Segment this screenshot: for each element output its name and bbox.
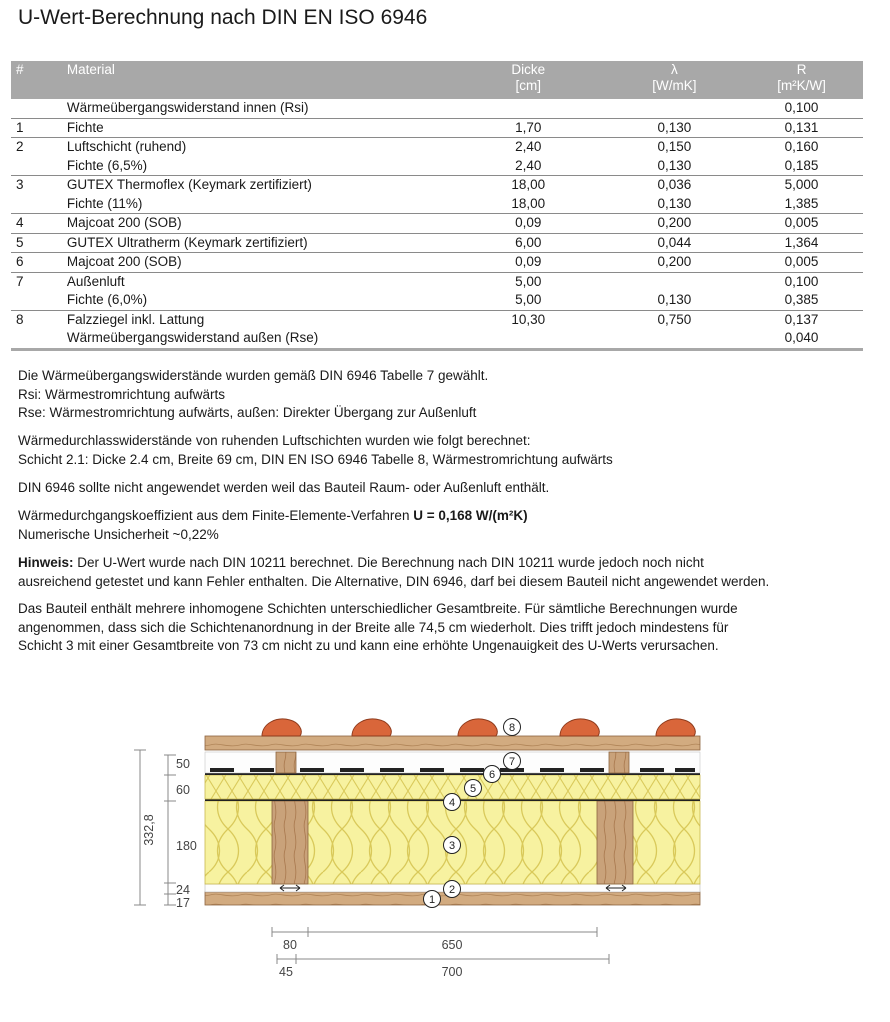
row-r: 0,385 xyxy=(784,292,819,307)
row-num xyxy=(11,329,62,349)
row-r: 1,364 xyxy=(740,233,863,253)
row-dicke: 18,00 xyxy=(448,176,609,195)
row-lambda: 0,130 xyxy=(609,118,740,138)
table-row xyxy=(11,329,863,349)
note-air-layer-2: Schicht 2.1: Dicke 2.4 cm, Breite 69 cm, DIN EN ISO 6946 Tabelle 8, Wärmestromrichtung aufwärts xyxy=(18,451,613,467)
row-material: Fichte (6,5%) xyxy=(66,157,148,173)
note-din-warning: DIN 6946 sollte nicht angewendet werden weil das Bauteil Raum- oder Außenluft enthält. xyxy=(18,480,550,495)
callout-number-7: 7 xyxy=(508,756,516,768)
header-r: R [m²K/W] xyxy=(740,61,863,99)
row-lambda xyxy=(609,329,740,349)
counter-batten-right xyxy=(609,752,629,773)
total-height-label: 332,8 xyxy=(142,814,156,846)
dim-label-24: 24 xyxy=(176,883,190,897)
table-row xyxy=(11,99,863,118)
row-num: 6 xyxy=(11,253,62,273)
row-num: 8 xyxy=(11,310,62,329)
row-lambda: 0,044 xyxy=(609,233,740,253)
dim-label-50: 50 xyxy=(176,757,190,771)
dimension-bottom xyxy=(272,927,609,979)
row-lambda: 0,130 xyxy=(657,157,692,173)
row-num: 2 xyxy=(11,138,62,157)
dimension-left xyxy=(134,750,197,910)
row-num xyxy=(11,291,62,310)
u-value: U = 0,168 W/(m²K) xyxy=(413,508,528,523)
rafter-left xyxy=(272,801,308,884)
callout-number-2: 2 xyxy=(448,884,456,896)
header-num: # xyxy=(11,61,62,99)
row-num xyxy=(11,99,62,118)
dim-label-17: 17 xyxy=(176,896,190,910)
row-dicke: 1,70 xyxy=(448,118,609,138)
row-r: 0,185 xyxy=(784,157,819,173)
dim-bottom-700: 700 xyxy=(441,965,463,979)
row-num xyxy=(11,157,62,176)
table-row xyxy=(11,272,863,291)
row-num: 4 xyxy=(11,214,62,234)
row-dicke xyxy=(448,99,609,118)
row-dicke: 6,00 xyxy=(448,233,609,253)
row-r: 0,040 xyxy=(740,329,863,349)
dim-label-180: 180 xyxy=(176,839,197,853)
row-r: 0,100 xyxy=(740,272,863,291)
table-row xyxy=(11,118,863,138)
row-lambda: 0,150 xyxy=(609,138,740,157)
row-material: Majcoat 200 (SOB) xyxy=(62,253,448,273)
u-value-table xyxy=(11,61,863,351)
dim-bottom-650: 650 xyxy=(441,938,463,952)
table-body xyxy=(11,99,863,349)
note-hint-2: ausreichend getestet und kann Fehler enthalten. Die Alternative, DIN 6946, darf bei diesem Bauteil nicht angewendet werden. xyxy=(18,573,770,589)
dim-bottom-80: 80 xyxy=(283,938,297,952)
table-header-row xyxy=(11,61,863,99)
table-row xyxy=(11,195,863,214)
callout-number-5: 5 xyxy=(469,783,477,795)
row-material: Falzziegel inkl. Lattung xyxy=(62,310,448,329)
row-r: 0,005 xyxy=(740,214,863,234)
row-material: GUTEX Ultratherm (Keymark zertifiziert) xyxy=(62,233,448,253)
row-lambda xyxy=(609,99,740,118)
note-inhomogeneous-1: Das Bauteil enthält mehrere inhomogene Schichten unterschiedlicher Gesamtbreite. Für sämtliche Berechnungen wurde xyxy=(18,601,738,616)
note-uncertainty: Numerische Unsicherheit ~0,22% xyxy=(18,526,219,542)
row-lambda: 0,200 xyxy=(609,214,740,234)
row-dicke: 5,00 xyxy=(448,272,609,291)
note-inhomogeneous-3: Schicht 3 mit einer Gesamtbreite von 73 cm nicht zu und kann eine erhöhte Ungenauigkeit des U-Werts verursachen. xyxy=(18,638,719,653)
table-row xyxy=(11,138,863,157)
callout-number-4: 4 xyxy=(448,797,456,809)
row-r: 0,005 xyxy=(740,253,863,273)
row-r: 0,100 xyxy=(784,100,819,115)
callout-number-6: 6 xyxy=(488,769,496,781)
table-row xyxy=(11,214,863,234)
table-row xyxy=(11,291,863,310)
note-rse: Rse: Wärmestromrichtung aufwärts, außen: Direkter Übergang zur Außenluft xyxy=(18,405,477,420)
callout-number-1: 1 xyxy=(428,894,436,906)
row-lambda: 0,200 xyxy=(609,253,740,273)
row-material: Majcoat 200 (SOB) xyxy=(62,214,448,234)
dim-bottom-45: 45 xyxy=(279,965,293,979)
row-material: Wärmeübergangswiderstand innen (Rsi) xyxy=(66,100,309,115)
roof-section-diagram xyxy=(0,700,890,1000)
row-num xyxy=(11,195,62,214)
row-num: 1 xyxy=(11,118,62,138)
row-material: Luftschicht (ruhend) xyxy=(62,138,448,157)
note-hint-1: Hinweis: Der U-Wert wurde nach DIN 10211 berechnet. Die Berechnung nach DIN 10211 wurde jedoch noch nicht xyxy=(18,555,704,570)
callout-number-8: 8 xyxy=(508,722,516,734)
row-material: Fichte xyxy=(62,118,448,138)
page-title: U-Wert-Berechnung nach DIN EN ISO 6946 xyxy=(18,6,428,29)
note-rsi: Rsi: Wärmestromrichtung aufwärts xyxy=(18,386,226,402)
row-num: 3 xyxy=(11,176,62,195)
counter-batten-left xyxy=(276,752,296,773)
rafter-right xyxy=(597,801,633,884)
row-material: Wärmeübergangswiderstand außen (Rse) xyxy=(62,329,448,349)
table-row xyxy=(11,157,863,176)
callout-number-3: 3 xyxy=(448,840,456,852)
header-lambda: λ [W/mK] xyxy=(609,61,740,99)
table-row xyxy=(11,176,863,195)
header-dicke: Dicke [cm] xyxy=(448,61,609,99)
note-air-layer-1: Wärmedurchlasswiderstände von ruhenden Luftschichten wurden wie folgt berechnet: xyxy=(18,433,531,448)
row-num: 7 xyxy=(11,272,62,291)
row-num: 5 xyxy=(11,233,62,253)
row-dicke: 2,40 xyxy=(515,157,542,173)
row-material: Fichte (6,0%) xyxy=(66,292,148,307)
row-dicke: 18,00 xyxy=(511,195,546,211)
dim-label-60: 60 xyxy=(176,783,190,797)
table-row xyxy=(11,253,863,273)
row-dicke: 0,09 xyxy=(448,214,609,234)
row-lambda: 0,750 xyxy=(609,310,740,329)
row-dicke: 0,09 xyxy=(448,253,609,273)
row-r: 0,137 xyxy=(740,310,863,329)
table-row xyxy=(11,310,863,329)
row-lambda xyxy=(609,272,740,291)
note-rs-intro: Die Wärmeübergangswiderstände wurden gemäß DIN 6946 Tabelle 7 gewählt. xyxy=(18,368,489,383)
row-lambda: 0,130 xyxy=(657,292,692,307)
header-material: Material xyxy=(62,61,448,99)
row-r: 1,385 xyxy=(784,195,819,211)
row-material: Außenluft xyxy=(62,272,448,291)
note-u-value: Wärmedurchgangskoeffizient aus dem Finite-Elemente-Verfahren U = 0,168 W/(m²K) xyxy=(18,508,528,523)
note-inhomogeneous-2: angenommen, dass sich die Schichtenanordnung in der Breite alle 74,5 cm wiederholt. Dies trifft jedoch mindestens für xyxy=(18,619,729,635)
row-r: 0,131 xyxy=(740,118,863,138)
row-lambda: 0,036 xyxy=(609,176,740,195)
layer-8-roof-tiles xyxy=(205,719,700,750)
row-material: GUTEX Thermoflex (Keymark zertifiziert) xyxy=(62,176,448,195)
row-material: Fichte (11%) xyxy=(66,195,143,211)
table-row xyxy=(11,233,863,253)
row-r: 5,000 xyxy=(740,176,863,195)
row-dicke xyxy=(448,329,609,349)
row-lambda: 0,130 xyxy=(657,195,692,211)
row-r: 0,160 xyxy=(740,138,863,157)
row-dicke: 10,30 xyxy=(448,310,609,329)
row-dicke: 2,40 xyxy=(448,138,609,157)
row-dicke: 5,00 xyxy=(515,292,542,307)
